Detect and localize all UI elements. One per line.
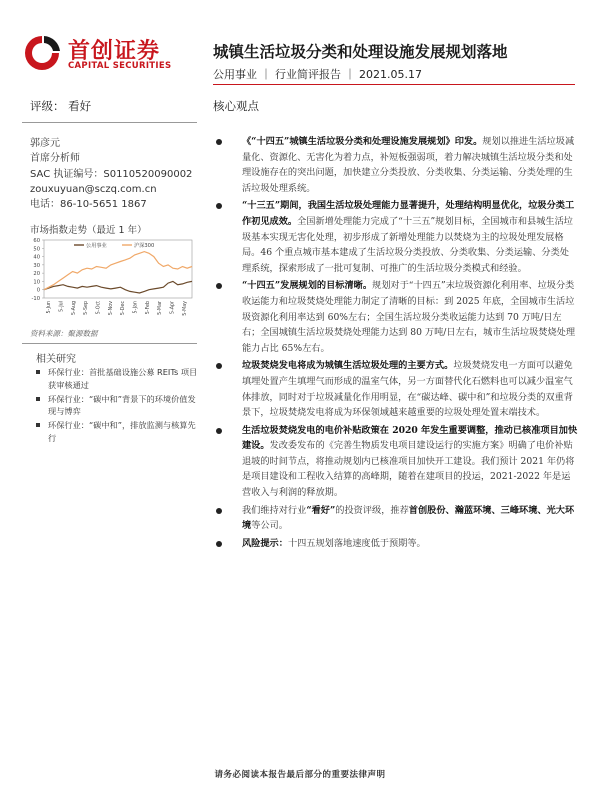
related-research-list xyxy=(36,366,201,446)
y-tick-label: 10 xyxy=(33,279,40,286)
report-subline: 公用事业 ｜ 行业简评报告 ｜ 2021.05.17 xyxy=(213,68,422,81)
bullet-text: 规划对于“十四五”末垃圾资源化利用率、垃圾分类收运能力和垃圾焚烧处理能力制定了清晰的目标：到 2025 年底，全国城市生活垃圾资源化利用率达到 60%左右；全国生活垃圾分类收运能力达到 70 万吨/日左右；全国城镇生活垃圾焚烧处理能力达到 80 万吨/日左右，城市生活垃圾焚烧处理能力占比 65%左右。 xyxy=(242,280,576,354)
rating-label: 评级： 看好 xyxy=(30,99,92,113)
y-tick-label: 60 xyxy=(33,238,40,244)
chart-source: 资料来源：聚源数据 xyxy=(30,329,98,338)
legend-label-0: 公用事业 xyxy=(86,243,107,249)
bullet-dot-icon xyxy=(216,203,222,209)
x-tick-label: 5-Jan xyxy=(133,301,139,314)
x-tick-label: 5-Jul xyxy=(59,301,65,312)
bullet-lead: 风险提示： xyxy=(242,537,288,549)
analyst-info xyxy=(30,136,200,212)
brand-name-en: CAPITAL SECURITIES xyxy=(68,61,172,71)
bullet-dot-icon xyxy=(216,541,222,547)
bullet-text: 垃圾焚烧发电一方面可以避免填埋处置产生填埋气而形成的温室气体，另一方面替代化石燃料也可以减少温室气体排放，同时对于垃圾减量化作用明显，在“碳达峰、碳中和”和垃圾分类的双重背景下，垃圾焚烧发电将成为环保领域越来越重要的垃圾处理处置末端技术。 xyxy=(242,360,573,419)
x-tick-label: 5-Aug xyxy=(71,301,77,316)
bullet-item xyxy=(216,358,578,420)
analyst-email: zouxuyuan@sczq.com.cn xyxy=(30,183,157,195)
related-item[interactable]: 环保行业：“碳中和”，排放监测与核算先行 xyxy=(36,419,201,444)
legal-footer: 请务必阅读本报告最后部分的重要法律声明 xyxy=(214,770,386,780)
bullet-text: 十四五规划落地速度低于预期等。 xyxy=(287,537,426,549)
x-tick-label: 5-Apr xyxy=(170,301,176,314)
bullet-text: 规划以推进生活垃圾减量化、资源化、无害化为着力点，补短板强弱项，着力解决城镇生活垃圾分类和处理设施存在的突出问题，加快建立分类投放、分类收集、分类运输、分类处理的生活垃圾处理系统。 xyxy=(242,136,575,194)
analyst-phone: 电话：86-10-5651 1867 xyxy=(30,199,147,211)
analyst-sac: SAC 执证编号：S0110520090002 xyxy=(30,168,193,180)
analyst-role: 首席分析师 xyxy=(30,153,80,165)
x-tick-label: 5-Feb xyxy=(145,301,151,315)
series-line-0 xyxy=(44,281,192,293)
brand-name-cn: 首创证券 xyxy=(68,39,161,64)
series-line-1 xyxy=(44,252,192,290)
rating-divider xyxy=(22,122,197,123)
section-divider xyxy=(22,343,197,344)
bullet-lead: “十四五”发展规划的目标清晰。 xyxy=(242,280,373,292)
y-tick-label: 20 xyxy=(33,271,40,278)
x-tick-label: 5-Jun xyxy=(47,301,53,314)
analyst-name: 郭彦元 xyxy=(30,138,60,149)
x-tick-label: 5-Nov xyxy=(108,301,114,316)
core-view-bullets xyxy=(216,134,578,553)
bullet-dot-icon xyxy=(216,363,222,369)
legend-label-1: 沪深300 xyxy=(134,243,155,249)
chart-title: 市场指数走势（最近 1 年） xyxy=(30,225,147,236)
bullet-item xyxy=(216,503,578,534)
related-item[interactable]: 环保行业：首批基础设施公募 REITs 项目获审核通过 xyxy=(36,366,201,391)
bullet-item xyxy=(216,198,578,276)
logo-mark-icon xyxy=(22,34,62,72)
related-research-title: 相关研究 xyxy=(36,354,76,365)
x-tick-label: 5-Sep xyxy=(84,301,90,315)
y-tick-label: 50 xyxy=(33,246,40,253)
bullet-text: 发改委发布的《完善生物质发电项目建设运行的实施方案》明确了电价补贴退坡的时间节点，将推动规划内已核准项目加快开工建设。我们预计 2021 年仍将是项目建设和工程收入结算的高峰期，随着在建项目的投运，2021-2022 年是运营收入与利润的释放期。 xyxy=(242,440,575,499)
header-divider xyxy=(213,84,575,85)
bullet-dot-icon xyxy=(216,283,222,289)
bullet-lead: 垃圾焚烧发电将成为城镇生活垃圾处理的主要方式。 xyxy=(242,360,454,372)
bullet-text: 全国新增处理能力完成了“十三五”规划目标，全国城市和县城生活垃圾基本实现无害化处理，初步形成了新增处理能力以焚烧为主的垃圾处理发展格局。46 个重点城市基本建成了生活垃圾分类投放、分类收集、分类运输、分类处理系统，探索形成了一批可复制、可推广的生活垃圾分类模式和经验。 xyxy=(242,215,573,274)
x-tick-label: 5-Dec xyxy=(121,301,127,316)
market-index-chart xyxy=(22,236,197,324)
chart-plot-frame xyxy=(44,240,192,298)
x-tick-label: 5-Mar xyxy=(158,301,164,315)
y-tick-label: 0 xyxy=(36,287,40,294)
x-tick-label: 5-Oct xyxy=(96,301,102,315)
bullet-lead: “十三五”期间，我国生活垃圾处理能力显著提升，处理结构明显优化，垃圾分类工作初见成效。 xyxy=(242,200,575,227)
bullet-text: 我们维持对行业“看好”的投资评级，推荐首创股份、瀚蓝环境、三峰环境、光大环境等公司。 xyxy=(242,504,575,532)
y-tick-label: -10 xyxy=(31,296,40,302)
y-tick-label: 30 xyxy=(33,262,40,269)
bullet-lead: 《“十四五”城镇生活垃圾分类和处理设施发展规划》印发。 xyxy=(242,136,483,147)
x-tick-label: 5-May xyxy=(182,301,188,316)
related-item[interactable]: 环保行业：“碳中和”背景下的环境价值发现与博弈 xyxy=(36,393,201,418)
bullet-item xyxy=(216,278,578,356)
bullet-item xyxy=(216,423,578,501)
bullet-dot-icon xyxy=(216,508,222,514)
bullet-lead: 生活垃圾焚烧发电的电价补贴政策在 2020 年发生重要调整，推动已核准项目加快建设。 xyxy=(242,424,578,452)
report-title: 城镇生活垃圾分类和处理设施发展规划落地 xyxy=(213,43,508,61)
bullet-item xyxy=(216,134,578,196)
bullet-dot-icon xyxy=(216,428,222,434)
bullet-dot-icon xyxy=(216,139,222,145)
company-logo xyxy=(22,32,197,76)
bullet-item xyxy=(216,536,578,552)
core-view-title: 核心观点 xyxy=(213,99,259,113)
y-tick-label: 40 xyxy=(33,254,40,261)
